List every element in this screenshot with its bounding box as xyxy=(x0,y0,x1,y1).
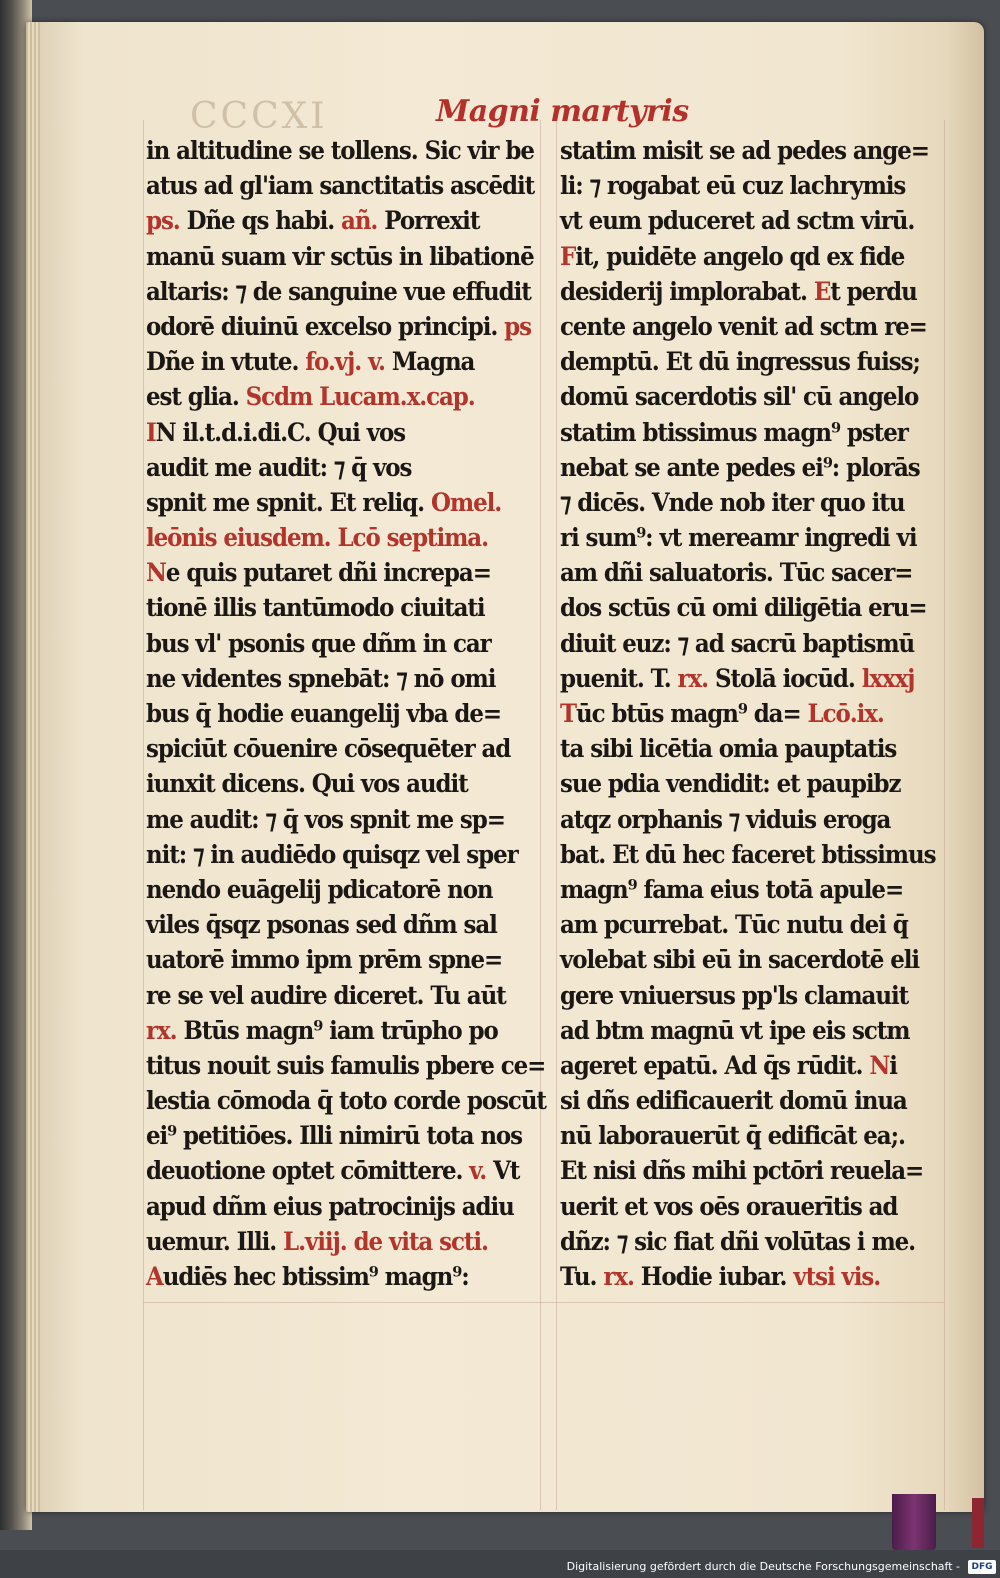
body-text: Dñe qs habi. xyxy=(179,206,342,237)
text-line xyxy=(146,767,492,802)
text-line xyxy=(146,1260,492,1295)
text-line xyxy=(560,1260,904,1295)
rubric-text: Scdm Lucam.x.cap. xyxy=(245,382,475,413)
body-text: cente angelo venit ad sctm re= xyxy=(560,311,927,342)
rubric-text: N xyxy=(146,558,166,589)
rubric-text: leōnis eiusdem. Lcō septima. xyxy=(146,523,488,554)
body-text: in altitudine se tollens. Sic vir be xyxy=(146,136,534,166)
text-line xyxy=(146,240,534,275)
body-text: Btūs magn⁹ iam trūpho po xyxy=(176,1015,498,1046)
text-line xyxy=(560,979,909,1014)
body-text: nebat se ante pedes ei⁹: plorās xyxy=(560,452,920,483)
body-text: dos sctūs cū omi diligētia eru= xyxy=(560,593,927,624)
body-text: bus q̄ hodie euangelij vba de= xyxy=(146,699,502,729)
text-line xyxy=(146,521,492,556)
rubric-text: ps xyxy=(504,311,531,342)
text-line xyxy=(560,486,904,521)
text-line xyxy=(560,556,913,591)
rubric-text: fo.vj. v. xyxy=(305,347,385,378)
ghost-folio-number: CCCXI xyxy=(190,96,328,137)
text-line xyxy=(146,556,492,591)
text-line xyxy=(560,662,915,697)
text-line xyxy=(146,1084,546,1119)
body-text: audit me audit: ⁊ q̄ vos xyxy=(146,452,412,483)
rubric-text: A xyxy=(146,1262,163,1292)
text-line xyxy=(146,1225,492,1260)
footer-bar xyxy=(0,1550,1000,1578)
text-line xyxy=(146,627,492,662)
text-line xyxy=(146,1119,523,1154)
text-line xyxy=(560,204,915,239)
rubric-text: L.viij. de vita scti. xyxy=(283,1226,488,1257)
text-line xyxy=(146,732,511,767)
body-text: atus ad gl'iam sanctitatis ascēdit xyxy=(146,171,535,202)
body-text: nū laborauerūt q̄ edificāt ea;. xyxy=(560,1121,905,1152)
body-text: est glia. xyxy=(146,382,246,413)
body-text: ei⁹ petitiōes. Illi nimirū tota nos xyxy=(146,1121,523,1152)
text-line xyxy=(560,134,929,169)
text-line xyxy=(560,451,920,486)
text-line xyxy=(146,310,531,345)
bookmark-ribbon xyxy=(892,1494,936,1550)
text-line xyxy=(146,345,492,380)
body-text: re se vel audire diceret. Tu aūt xyxy=(146,980,506,1011)
body-text: ad btm magnū vt ipe eis sctm xyxy=(560,1015,910,1046)
body-text: volebat sibi eū in sacerdotē eli xyxy=(560,945,920,976)
text-line xyxy=(560,1119,904,1154)
text-line xyxy=(560,767,904,802)
body-text: am dñi saluatoris. Tūc sacer= xyxy=(560,558,913,589)
text-line xyxy=(146,838,518,873)
body-text: Stolā iocūd. xyxy=(708,663,862,694)
rubric-text: ps. xyxy=(146,206,180,237)
running-head: Magni martyris xyxy=(436,94,689,129)
text-line xyxy=(146,169,535,204)
page-stack-edge xyxy=(26,22,40,1512)
rubric-text: lxxxj xyxy=(861,663,915,694)
body-text: domū sacerdotis sil' cū angelo xyxy=(560,382,919,413)
body-text: i xyxy=(889,1050,897,1081)
text-line xyxy=(146,486,502,521)
text-line xyxy=(146,416,492,451)
rubric-text: I xyxy=(146,417,156,448)
body-text: Hodie iubar. xyxy=(633,1262,794,1292)
rubric-text: rx. xyxy=(146,1015,177,1046)
text-line xyxy=(560,1225,916,1260)
body-text: deuotione optet cōmittere. xyxy=(146,1156,470,1187)
rubric-text: añ. xyxy=(341,206,378,237)
body-text: Dñe in vtute. xyxy=(146,347,306,378)
body-text: Tu. xyxy=(560,1262,604,1292)
text-line xyxy=(560,1014,910,1049)
text-column-right xyxy=(560,134,942,1295)
body-text: desiderij implorabat. xyxy=(560,276,814,307)
body-text: Vt xyxy=(486,1156,520,1187)
text-line xyxy=(560,1049,904,1084)
text-line xyxy=(560,310,927,345)
body-text: manū suam vir sctūs in libationē xyxy=(146,241,534,272)
body-text: iunxit dicens. Qui vos audit xyxy=(146,769,468,800)
body-text: statim misit se ad pedes ange= xyxy=(560,136,929,166)
bookmark-ribbon-small xyxy=(972,1498,984,1548)
rubric-text: Omel. xyxy=(430,487,502,518)
body-text: bus vl' psonis que dñm in car xyxy=(146,628,491,659)
body-text: puenit. T. xyxy=(560,663,678,694)
body-text: uatorē immo ipm prēm spne= xyxy=(146,945,503,976)
text-line xyxy=(146,1190,514,1225)
rubric-text: rx. xyxy=(677,663,709,694)
text-line xyxy=(146,275,531,310)
body-text: li: ⁊ rogabat eū cuz lachrymis xyxy=(560,171,906,202)
body-text: demptū. Et dū ingressus fuiss; xyxy=(560,347,920,378)
body-text: ta sibi licētia omia pauptatis xyxy=(560,734,897,765)
body-text: ri sum⁹: vt mereamr ingredi vi xyxy=(560,523,917,554)
text-line xyxy=(146,662,496,697)
body-text: statim btissimus magn⁹ pster xyxy=(560,417,908,448)
body-text: uerit et vos oēs orauerītis ad xyxy=(560,1191,898,1222)
text-line xyxy=(560,943,920,978)
body-text: tionē illis tantūmodo ciuitati xyxy=(146,593,485,624)
text-line xyxy=(560,1084,907,1119)
text-line xyxy=(560,697,904,732)
funding-note: Digitalisierung gefördert durch die Deutsche Forschungsgemeinschaft - xyxy=(566,1560,960,1573)
body-text: vt eum pduceret ad sctm virū. xyxy=(560,206,915,237)
rubric-text: vtsi vis. xyxy=(793,1262,881,1292)
body-text: spiciūt cōuenire cōsequēter ad xyxy=(146,734,511,765)
body-text: Magna xyxy=(384,347,475,378)
body-text: titus nouit suis famulis pbere ce= xyxy=(146,1050,546,1081)
text-line xyxy=(560,838,936,873)
text-line xyxy=(560,627,915,662)
body-text: sue pdia vendidit: et paupibz xyxy=(560,769,901,800)
text-line xyxy=(560,521,917,556)
rubric-text: Lcō.ix. xyxy=(807,699,884,729)
body-text: nendo euāgelij pdicatorē non xyxy=(146,874,493,905)
text-line xyxy=(560,803,904,838)
text-line xyxy=(146,873,492,908)
text-line xyxy=(560,908,908,943)
text-line xyxy=(146,1154,520,1189)
text-line xyxy=(146,451,492,486)
rubric-text: N xyxy=(869,1050,890,1081)
body-text: viles q̄sqz psonas sed dñm sal xyxy=(146,910,497,941)
text-line xyxy=(146,943,503,978)
text-line xyxy=(560,591,927,626)
body-text: ne videntes spnebāt: ⁊ nō omi xyxy=(146,663,496,694)
body-text: e quis putaret dñi increpa= xyxy=(165,558,491,589)
dfg-logo: DFG xyxy=(968,1560,996,1574)
text-line xyxy=(146,591,492,626)
body-text: odorē diuinū excelso principi. xyxy=(146,311,505,342)
body-text: diuit euz: ⁊ ad sacrū baptismū xyxy=(560,628,915,659)
text-line xyxy=(146,204,492,239)
text-line xyxy=(560,380,919,415)
body-text: uemur. Illi. xyxy=(146,1226,284,1257)
body-text: lestia cōmoda q̄ toto corde poscūt xyxy=(146,1086,546,1117)
rubric-text: v. xyxy=(469,1156,487,1187)
text-line xyxy=(560,240,904,275)
text-line xyxy=(560,732,904,767)
rubric-text: F xyxy=(560,241,576,272)
rubric-text: T xyxy=(560,699,577,729)
body-text: si dñs edificauerit domū inua xyxy=(560,1086,907,1117)
text-line xyxy=(560,873,904,908)
body-text: t perdu xyxy=(830,276,917,307)
text-line xyxy=(146,1014,498,1049)
body-text: apud dñm eius patrocinijs adiu xyxy=(146,1191,514,1222)
text-column-left xyxy=(146,134,546,1295)
body-text: am pcurrebat. Tūc nutu dei q̄ xyxy=(560,910,908,941)
text-line xyxy=(560,416,908,451)
text-line xyxy=(560,169,904,204)
body-text: N il.t.d.i.di.C. Qui vos xyxy=(155,417,406,448)
body-text: ūc btūs magn⁹ da= xyxy=(576,699,808,729)
body-text: bat. Et dū hec faceret btissimus xyxy=(560,839,936,870)
body-text: ⁊ dicēs. Vnde nob iter quo itu xyxy=(560,487,905,518)
text-line xyxy=(146,380,492,415)
text-line xyxy=(560,345,920,380)
text-line xyxy=(146,908,497,943)
text-line xyxy=(146,803,505,838)
ruling-line-bottom xyxy=(143,1302,944,1303)
rubric-text: rx. xyxy=(603,1262,634,1292)
body-text: nit: ⁊ in audiēdo quisqz vel sper xyxy=(146,839,518,870)
ruling-line-right xyxy=(944,120,945,1510)
text-line xyxy=(146,134,534,169)
body-text: atqz orphanis ⁊ viduis eroga xyxy=(560,804,891,835)
text-line xyxy=(146,979,506,1014)
body-text: magn⁹ fama eius totā apule= xyxy=(560,874,904,905)
body-text: gere vniuersus pp'ls clamauit xyxy=(560,980,909,1011)
rubric-text: E xyxy=(813,276,831,307)
text-line xyxy=(146,1049,546,1084)
body-text: me audit: ⁊ q̄ vos spnit me sp= xyxy=(146,804,505,835)
body-text: altaris: ⁊ de sanguine vue effudit xyxy=(146,276,531,307)
text-line xyxy=(146,697,502,732)
body-text: udiēs hec btissim⁹ magn⁹: xyxy=(162,1262,469,1292)
text-line xyxy=(560,275,917,310)
body-text: Porrexit xyxy=(377,206,480,237)
body-text: it, puidēte angelo qd ex fide xyxy=(575,241,905,272)
body-text: dñz: ⁊ sic fiat dñi volūtas i me. xyxy=(560,1226,916,1257)
body-text: spnit me spnit. Et reliq. xyxy=(146,487,431,518)
text-line xyxy=(560,1154,924,1189)
body-text: ageret epatū. Ad q̄s rūdit. xyxy=(560,1050,870,1081)
body-text: Et nisi dñs mihi pctōri reuela= xyxy=(560,1156,924,1187)
text-line xyxy=(560,1190,904,1225)
